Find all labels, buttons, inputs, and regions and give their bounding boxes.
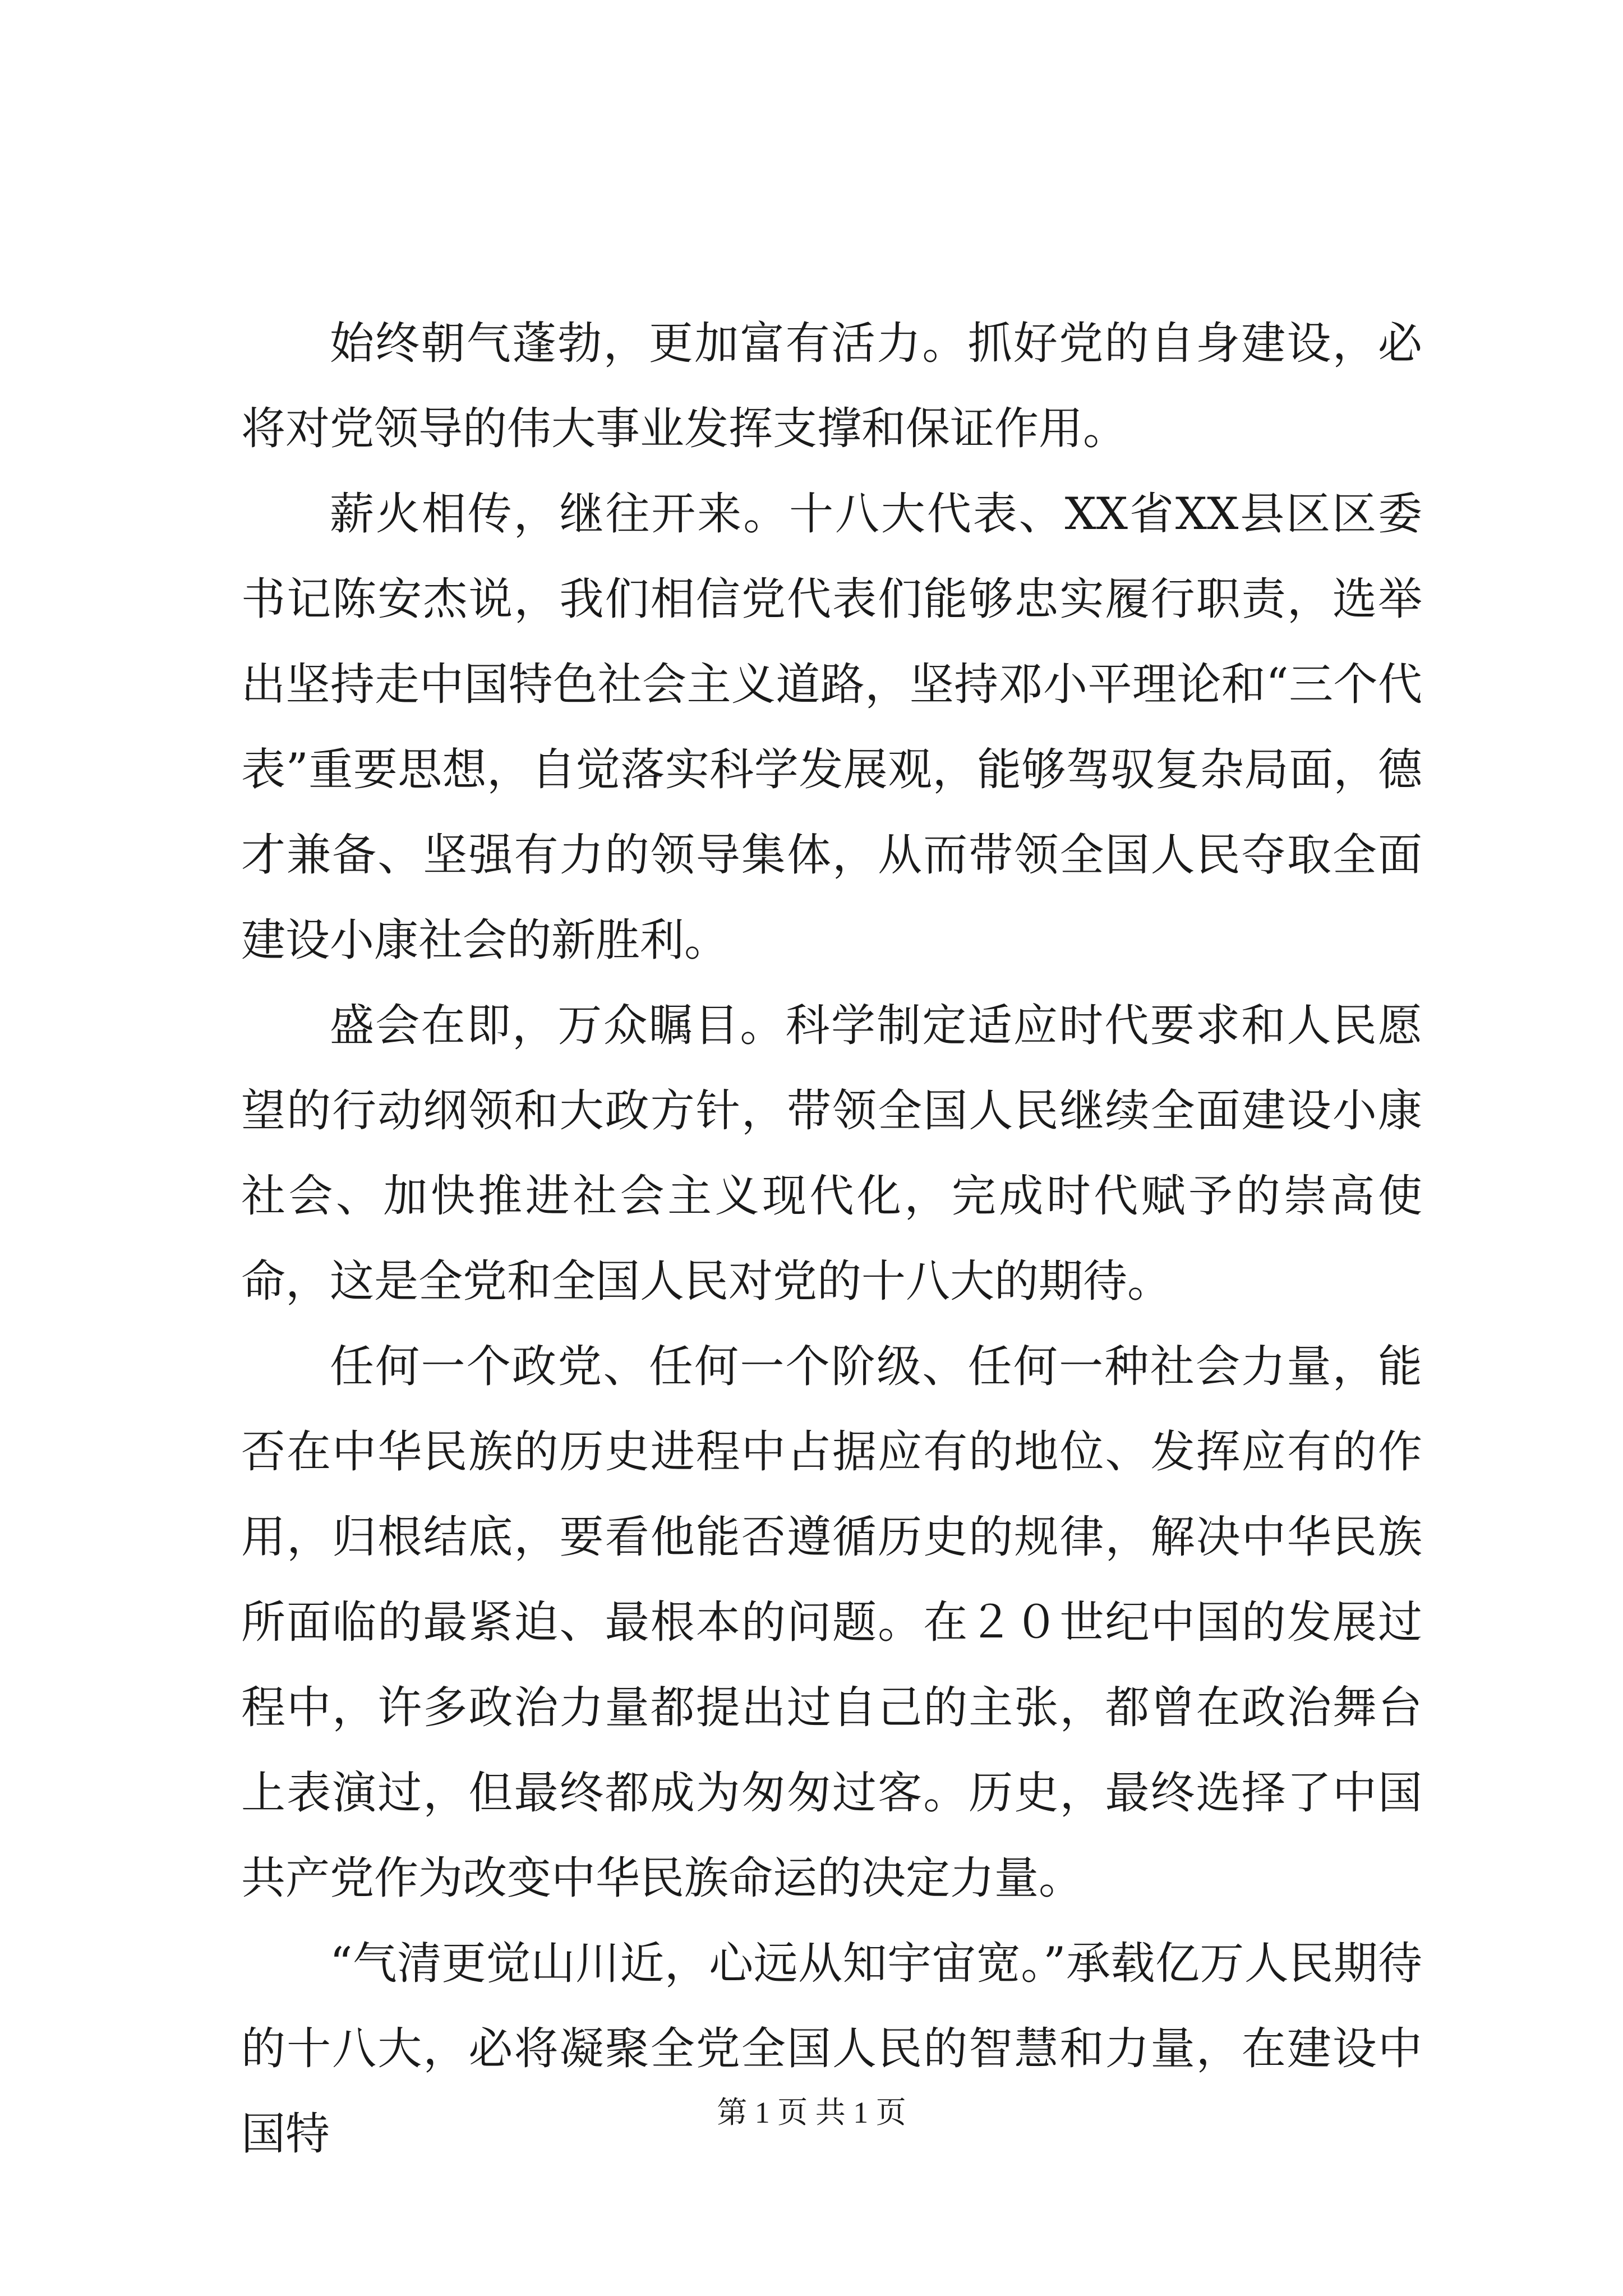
paragraph-3: 盛会在即，万众瞩目。科学制定适应时代要求和人民愿望的行动纲领和大政方针，带领全国人民继续全面建设小康社会、加快推进社会主义现代化，完成时代赋予的崇高使命，这是全党和全国人民对党的十八大的期待。 bbox=[241, 1000, 1422, 1307]
paragraph-4: 任何一个政党、任何一个阶级、任何一种社会力量，能否在中华民族的历史进程中占据应有的地位、发挥应有的作用，归根结底，要看他能否遵循历史的规律，解决中华民族所面临的最紧迫、最根本的问题。在２０世纪中国的发展过程中，许多政治力量都提出过自己的主张，都曾在政治舞台上表演过，但最终都成为匆匆过客。历史，最终选择了中国共产党作为改变中华民族命运的决定力量。 bbox=[241, 1341, 1422, 1904]
paragraph-1: 始终朝气蓬勃，更加富有活力。抓好党的自身建设，必将对党领导的伟大事业发挥支撑和保证作用。 bbox=[241, 318, 1422, 454]
paragraph-2: 薪火相传，继往开来。十八大代表、XX省XX县区区委书记陈安杰说，我们相信党代表们能够忠实履行职责，选举出坚持走中国特色社会主义道路，坚持邓小平理论和“三个代表”重要思想，自觉落实科学发展观，能够驾驭复杂局面，德才兼备、坚强有力的领导集体，从而带领全国人民夺取全面建设小康社会的新胜利。 bbox=[241, 488, 1422, 966]
document-body bbox=[241, 301, 1422, 2177]
page-number-footer: 第 1 页 共 1 页 bbox=[717, 2096, 906, 2129]
paragraph-5: “气清更觉山川近，心远从知宇宙宽。”承载亿万人民期待的十八大，必将凝聚全党全国人民的智慧和力量，在建设中国特 bbox=[241, 1938, 1422, 2160]
